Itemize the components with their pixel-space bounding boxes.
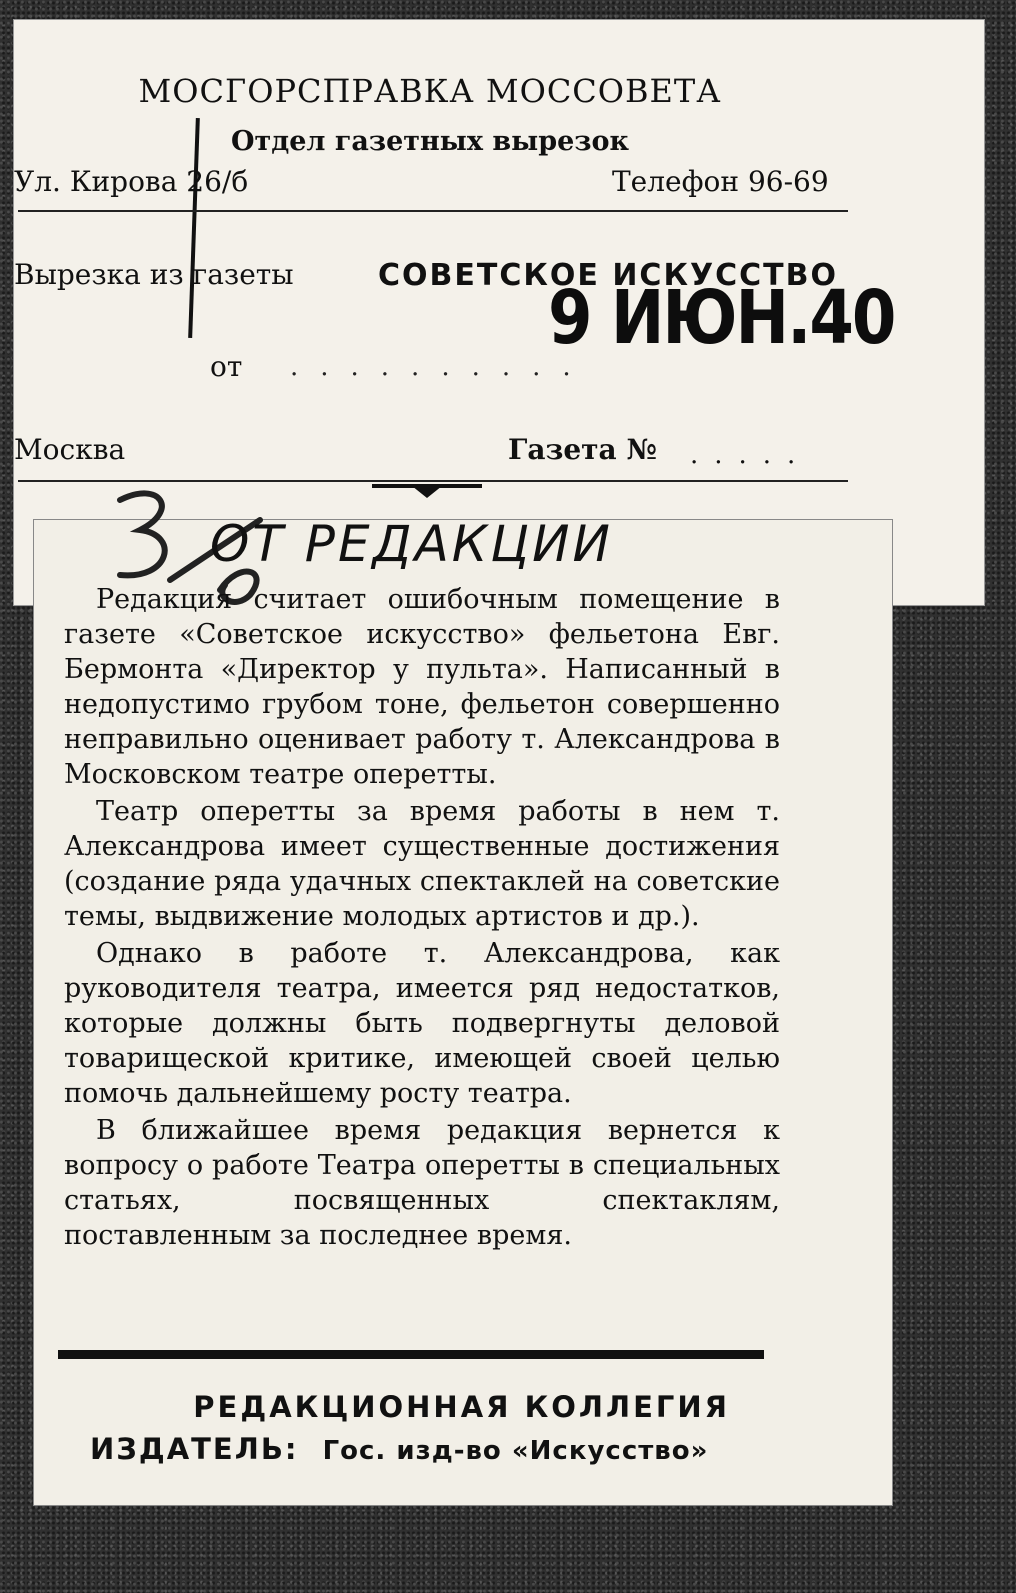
article-paragraph: Редакция считает ошибочным помещение в газете «Советское искусство» фельетона Евг. Бермонта «Директор у пульта». Написанный в недопустимо грубом тоне, фельетон совершенно неправильно оценивает работу т. Александрова в Московском театре оперетты.: [64, 584, 780, 790]
agency-phone: Телефон 96-69: [612, 165, 829, 198]
issue-number-label: Газета №: [508, 433, 657, 466]
date-stamp: 9 ИЮН.40: [548, 276, 895, 362]
publisher-label: ИЗДАТЕЛЬ:: [90, 1432, 299, 1466]
footer-heavy-rule: [58, 1350, 764, 1359]
article-paragraph: Однако в работе т. Александрова, как руководителя театра, имеется ряд недостатков, которые должны быть подвергнуты деловой товарищеской критике, имеющей своей целью помочь дальнейшему росту театра.: [64, 938, 780, 1109]
newspaper-name: СОВЕТСКОЕ ИСКУССТВО: [378, 258, 838, 293]
agency-name: МОСГОРСПРАВКА МОССОВЕТА: [138, 72, 722, 110]
article-headline: ОТ РЕДАКЦИИ: [210, 515, 613, 573]
publisher-name: Гос. изд-во «Искусство»: [322, 1436, 709, 1466]
department-name: Отдел газетных вырезок: [231, 126, 629, 157]
editorial-board-signature: РЕДАКЦИОННАЯ КОЛЛЕГИЯ: [193, 1390, 730, 1424]
article-body: [64, 582, 780, 1253]
issue-number-dotted-line: .....: [690, 440, 812, 470]
header-divider: [18, 210, 848, 212]
agency-address: Ул. Кирова 26/б: [14, 165, 249, 198]
publisher-line: [90, 1432, 730, 1466]
clip-source-label: Вырезка из газеты: [14, 258, 294, 291]
date-from-dotted-line: ..........: [290, 352, 593, 382]
date-from-label: от: [210, 350, 243, 383]
divider-ornament-icon: [372, 478, 482, 500]
city-label: Москва: [14, 433, 126, 466]
article-paragraph: Театр оперетты за время работы в нем т. Александрова имеет существенные достижения (создание ряда удачных спектаклей на советские темы, выдвижение молодых артистов и др.).: [64, 796, 780, 932]
article-paragraph: В ближайшее время редакция вернется к вопросу о работе Театра оперетты в специальных статьях, посвященных спектаклям, поставленным за последнее время.: [64, 1115, 780, 1251]
